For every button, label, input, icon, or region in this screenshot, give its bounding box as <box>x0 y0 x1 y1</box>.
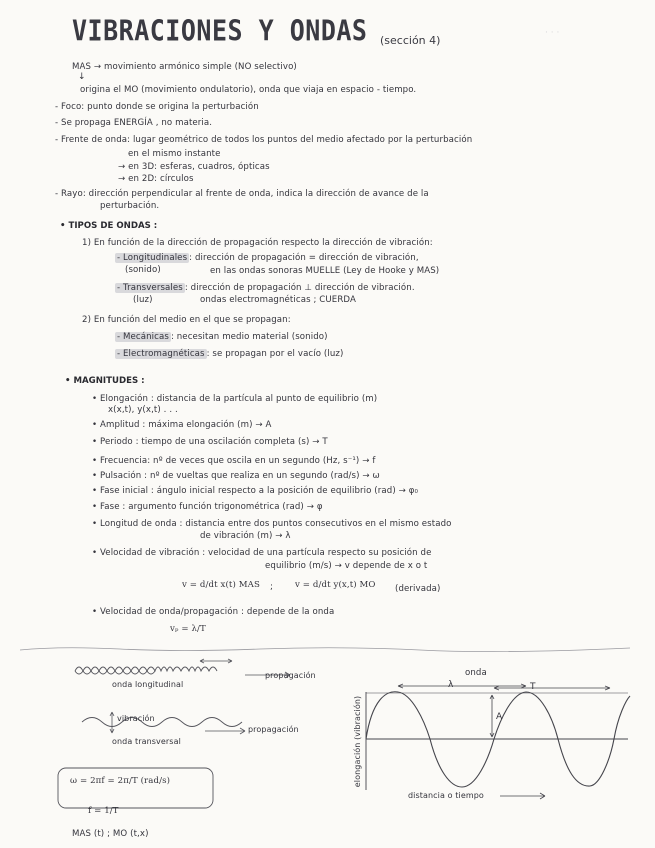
omega-formula: ω = 2πf = 2π/T (rad/s) <box>70 776 171 786</box>
vel-formula-mo: v = d/dt y(x,t) MO <box>295 580 376 590</box>
frequency-formula: f = 1/T <box>88 806 119 816</box>
vel-formula-mas: v = d/dt x(t) MAS <box>182 580 260 590</box>
mecanicas-text: : necesitan medio material (sonido) <box>170 332 328 342</box>
graph-x-label: distancia o tiempo <box>408 791 484 800</box>
longitudinal-prop-label: propagación <box>265 671 316 680</box>
transversal-label: - Transversales <box>117 283 183 293</box>
formula-box-outline <box>58 768 213 808</box>
tipos-item-1: 1) En función de la dirección de propagación respecto la dirección de vibración: <box>82 238 433 248</box>
longitud-onda-line: • Longitud de onda : distancia entre dos puntos consecutivos en el mismo estado <box>92 519 452 529</box>
foco-line: - Foco: punto donde se origina la perturbación <box>55 102 259 112</box>
transverse-wave <box>82 718 242 727</box>
page-subtitle: (sección 4) <box>380 34 441 47</box>
longitudinal-label: - Longitudinales <box>117 253 188 263</box>
fase-line: • Fase : argumento función trigonométrica (rad) → φ <box>92 502 323 512</box>
amplitude-label: A <box>496 712 503 722</box>
page-title: VIBRACIONES Y ONDAS <box>72 13 368 48</box>
velocidad-onda-line: • Velocidad de onda/propagación : depende de la onda <box>92 607 335 617</box>
mas-line: MAS → movimiento armónico simple (NO selectivo) <box>72 62 297 72</box>
down-arrow-icon: ↓ <box>78 72 86 82</box>
amplitude-arrow <box>490 695 494 737</box>
graph-title: onda <box>465 668 487 678</box>
transverse-prop-label: propagación <box>248 725 299 734</box>
longitudinal-text-2: en las ondas sonoras MUELLE (Ley de Hooke y MAS) <box>210 266 440 276</box>
velocidad-vibracion-line-2: equilibrio (m/s) → v depende de x o t <box>265 561 428 571</box>
period-arrow <box>494 686 610 690</box>
origin-line: origina el MO (movimiento ondulatorio), onda que viaja en espacio - tiempo. <box>80 85 417 95</box>
velocidad-onda-formula: vₚ = λ/T <box>170 624 206 634</box>
rayo-line: - Rayo: dirección perpendicular al frente de onda, indica la dirección de avance de la <box>55 189 429 199</box>
elongacion-line-2: x(x,t), y(x,t) . . . <box>108 405 178 415</box>
frente-sub-3: → en 2D: círculos <box>118 174 194 184</box>
tipos-heading: • TIPOS DE ONDAS : <box>60 221 158 231</box>
x-axis-arrow <box>500 793 545 799</box>
section-divider <box>20 648 630 652</box>
vel-formula-note: (derivada) <box>395 584 441 594</box>
longitudinal-spring <box>75 667 217 674</box>
mas-mo-note: MAS (t) ; MO (t,x) <box>72 829 149 839</box>
sine-graph <box>366 684 630 799</box>
tipos-item-2: 2) En función del medio en el que se propagan: <box>82 315 291 325</box>
frente-line: - Frente de onda: lugar geométrico de todos los puntos del medio afectado por la perturbación <box>55 135 473 145</box>
longitudinal-example: (sonido) <box>125 265 161 275</box>
frente-sub-2: → en 3D: esferas, cuadros, ópticas <box>118 162 270 172</box>
bleed-through-text: · · · <box>545 28 560 38</box>
transverse-vibration-arrow <box>110 712 114 733</box>
transverse-wave-label: onda transversal <box>112 737 181 746</box>
lambda-arrow <box>398 684 526 688</box>
amplitud-line: • Amplitud : máxima elongación (m) → A <box>92 420 272 430</box>
rayo-line-2: perturbación. <box>100 201 160 211</box>
transversal-text: : dirección de propagación ⊥ dirección de vibración. <box>184 283 415 293</box>
lambda-label: λ <box>448 680 454 690</box>
propaga-line: - Se propaga ENERGÍA , no materia. <box>55 118 213 128</box>
pulsacion-line: • Pulsación : nº de vueltas que realiza en un segundo (rad/s) → ω <box>92 471 380 481</box>
period-label: T <box>530 682 536 692</box>
elongacion-line: • Elongación : distancia de la partícula al punto de equilibrio (m) <box>92 394 378 404</box>
transversal-example: (luz) <box>133 295 153 305</box>
frecuencia-line: • Frecuencia: nº de veces que oscila en un segundo (Hz, s⁻¹) → f <box>92 456 376 466</box>
longitudinal-text: : dirección de propagación = dirección de vibración, <box>189 253 419 263</box>
fase-inicial-line: • Fase inicial : ángulo inicial respecto a la posición de equilibrio (rad) → φ₀ <box>92 486 419 496</box>
vel-formula-separator: ; <box>270 582 273 592</box>
longitudinal-vibration-arrows <box>200 659 232 663</box>
electromagneticas-label: - Electromagnéticas <box>117 349 205 359</box>
longitudinal-wave-label: onda longitudinal <box>112 680 184 689</box>
magnitudes-heading: • MAGNITUDES : <box>65 376 145 386</box>
periodo-line: • Periodo : tiempo de una oscilación completa (s) → T <box>92 437 328 447</box>
transversal-text-2: ondas electromagnéticas ; CUERDA <box>200 295 356 305</box>
frente-sub-1: en el mismo instante <box>128 149 221 159</box>
mecanicas-label: - Mecánicas <box>117 332 169 342</box>
graph-y-label: elongación (vibración) <box>353 695 363 788</box>
transverse-vibration-label: vibración <box>117 714 155 723</box>
longitud-onda-line-2: de vibración (m) → λ <box>200 531 291 541</box>
velocidad-vibracion-line: • Velocidad de vibración : velocidad de una partícula respecto su posición de <box>92 548 432 558</box>
electromagneticas-text: : se propagan por el vacío (luz) <box>206 349 344 359</box>
transverse-propagation-arrow <box>205 728 245 734</box>
